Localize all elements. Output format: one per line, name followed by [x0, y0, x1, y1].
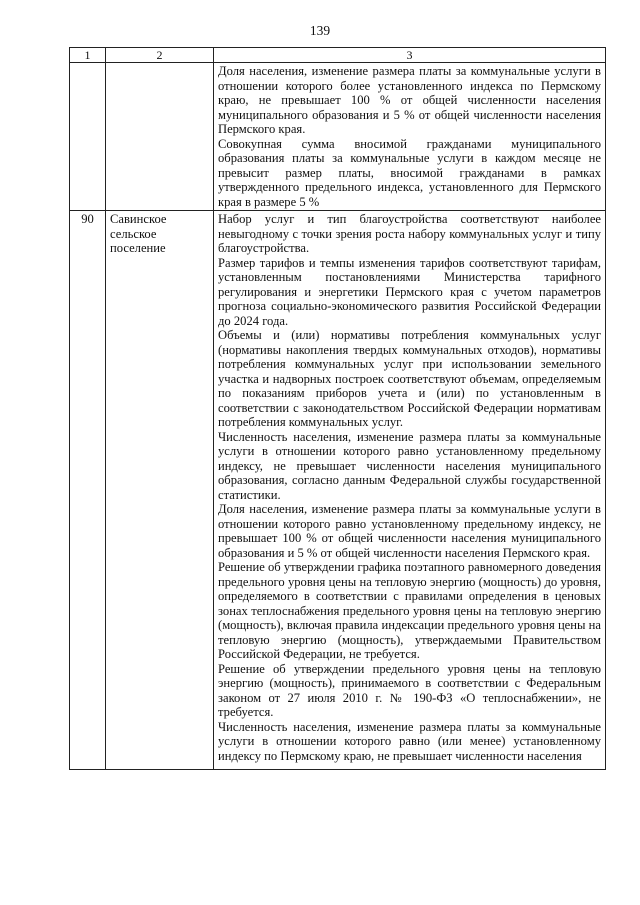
condition-paragraph: Численность населения, изменение размера платы за коммунальные услуги в отношении которого равно установленному предельному индексу, не превышает численности населения муниципального образования, согласно данным Федеральной службы государственной статистики.	[218, 429, 601, 502]
condition-paragraph: Набор услуг и тип благоустройства соответствуют наиболее невыгодному с точки зрения роста набору коммунальных услуг и типу благоустройства.	[218, 212, 601, 255]
condition-paragraph: Численность населения, изменение размера платы за коммунальные услуги в отношении которого равно (или менее) установленному индексу по Пермскому краю, не превышает численности населения	[218, 719, 601, 763]
column-header-2: 2	[106, 48, 214, 63]
table-header-row	[70, 48, 606, 63]
column-header-3: 3	[214, 48, 606, 63]
document-table	[69, 47, 606, 770]
conditions-cell	[214, 63, 606, 211]
condition-paragraph: Совокупная сумма вносимой гражданами муниципального образования платы за коммунальные услуги в каждом месяце не превысит размер платы, вносимой гражданами в рамках утвержденного предельного индекса, установленного для Пермского края в размере 5 %	[218, 136, 601, 209]
table-row-90	[70, 211, 606, 770]
condition-paragraph: Объемы и (или) нормативы потребления коммунальных услуг (нормативы накопления твердых коммунальных отходов), нормативы потребления коммунальных услуг при использовании земельного участка и надворных построек соответствуют объемам, определяемым по показаниям приборов учета и (или) по установленным в соответствии с законодательством Российской Федерации нормативам потребления коммунальных услуг.	[218, 328, 601, 429]
conditions-cell	[214, 211, 606, 770]
condition-paragraph: Решение об утверждении предельного уровня цены на тепловую энергию (мощность), принимаемого в соответствии с Федеральным законом от 27 июля 2010 г. № 190-ФЗ «О теплоснабжении», не требуется.	[218, 661, 601, 719]
column-header-1: 1	[70, 48, 106, 63]
municipality-name-cell: Савинское сельское поселение	[106, 211, 214, 770]
condition-paragraph: Размер тарифов и темпы изменения тарифов соответствуют тарифам, установленным постановлениями Министерства тарифного регулирования и энергетики Пермского края с учетом параметров прогноза социально-экономического развития Российской Федерации до 2024 года.	[218, 255, 601, 328]
municipality-name-cell	[106, 63, 214, 211]
condition-paragraph: Доля населения, изменение размера платы за коммунальные услуги в отношении которого равно установленному предельному индексу, не превышает 100 % от общей численности населения муниципального образования и 5 % от общей численности населения Пермского края.	[218, 502, 601, 560]
condition-paragraph: Доля населения, изменение размера платы за коммунальные услуги в отношении которого более установленного индекса по Пермскому краю, не превышает 100 % от общей численности населения муниципального образования и 5 % от общей численности населения Пермского края.	[218, 64, 601, 136]
condition-paragraph: Решение об утверждении графика поэтапного равномерного доведения предельного уровня цены на тепловую энергию (мощность) до уровня, определяемого в соответствии с правилами определения в ценовых зонах теплоснабжения предельного уровня цены на тепловую энергию (мощность), включая правила индексации предельного уровня цены на тепловую энергию (мощность), утверждаемыми Правительством Российской Федерации, не требуется.	[218, 560, 601, 661]
page-number: 139	[309, 23, 331, 38]
row-number-cell	[70, 63, 106, 211]
table-row-continued	[70, 63, 606, 211]
row-number-cell: 90	[70, 211, 106, 770]
